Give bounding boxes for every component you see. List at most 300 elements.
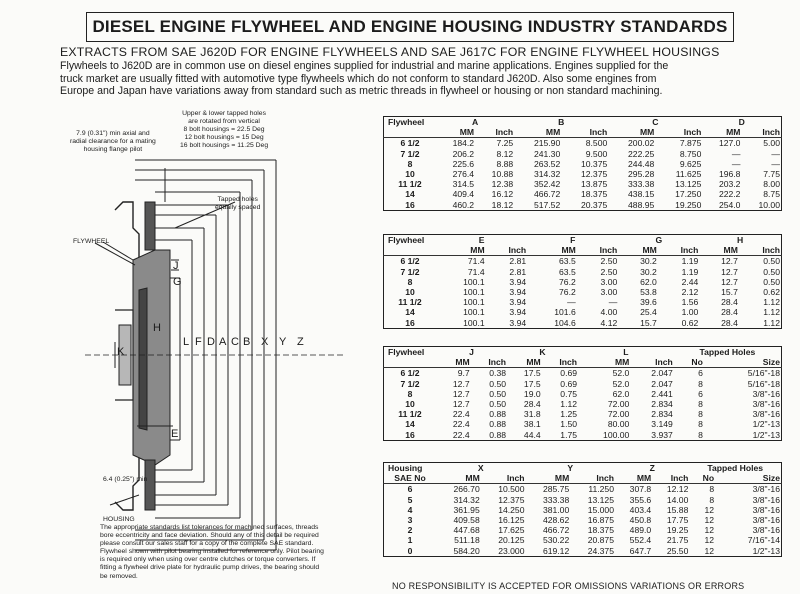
table-units-row	[384, 127, 782, 138]
column-header: F	[570, 235, 576, 245]
column-header: X	[477, 463, 484, 473]
table-cell: 100.1	[463, 317, 485, 328]
table-row	[384, 267, 782, 277]
table-cell: 104.6	[554, 317, 576, 328]
unit-header: Inch	[481, 473, 526, 484]
column-header: Tapped Holes	[699, 347, 756, 357]
note-line: 12 bolt housings = 15 Deg	[184, 134, 264, 141]
table-cell: 2.50	[600, 266, 618, 277]
table-cell: 8	[698, 429, 703, 440]
row-label: 10	[405, 399, 415, 410]
column-header: B	[558, 117, 565, 127]
table-cell: 14.250	[498, 504, 525, 515]
row-label: 7 1/2	[400, 148, 420, 159]
table-cell: 13.125	[587, 494, 614, 505]
table-cell: 3.94	[509, 317, 527, 328]
table-cell: 0.62	[681, 317, 699, 328]
table-cell: 3.94	[509, 307, 527, 318]
dim-label-k: K	[117, 346, 125, 358]
unit-header: MM	[526, 473, 571, 484]
table-cell: 8	[709, 494, 715, 505]
table-cell: 3/8"-16	[752, 504, 780, 515]
table-cell: —	[608, 297, 618, 308]
table-cell: 12.38	[491, 179, 514, 190]
table-cell: 4.00	[600, 307, 618, 318]
table-cell: 295.28	[628, 169, 655, 180]
table-cell: 4.12	[600, 317, 618, 328]
unit-header: Inch	[561, 127, 608, 138]
table-row	[384, 419, 782, 429]
table-cell: 15.7	[640, 317, 657, 328]
table-cell: 18.375	[587, 525, 614, 536]
unit-header	[384, 245, 437, 256]
table-cell: 5/16"-18	[747, 378, 780, 389]
table-cell: 1.50	[560, 419, 578, 430]
table-cell: 28.4	[721, 317, 738, 328]
table-cell: 72.00	[607, 409, 630, 420]
column-header: J	[469, 347, 474, 357]
table-cell: 428.62	[542, 515, 570, 526]
unit-header: MM	[702, 127, 741, 138]
table-cell: 206.2	[452, 148, 475, 159]
table-cell: 25.50	[666, 545, 689, 556]
table-row	[384, 399, 782, 409]
table-cell: 2.44	[681, 276, 699, 287]
column-header: E	[478, 235, 485, 245]
table-cell: 17.250	[675, 189, 702, 200]
table-cell: 52.0	[612, 368, 630, 379]
table-cell: 76.2	[559, 276, 576, 287]
table-row	[384, 379, 782, 389]
flywheel-housing-diagram	[70, 110, 375, 580]
table-cell: 18.12	[491, 199, 514, 210]
unit-header: MM	[699, 245, 739, 256]
table-cell: 8	[698, 399, 703, 410]
table-row	[384, 287, 782, 297]
table-cell: 7.875	[679, 138, 702, 149]
table-cell: 263.52	[533, 158, 561, 169]
table-cell: 9.7	[457, 368, 470, 379]
unit-header: MM	[615, 473, 652, 484]
table-cell: 403.4	[629, 504, 652, 515]
unit-header: No	[689, 473, 715, 484]
row-label: 14	[405, 189, 415, 200]
dim-label-y: Y	[279, 336, 287, 348]
table-cell: 25.4	[640, 307, 657, 318]
unit-header	[384, 357, 437, 368]
note-line: radial clearance for a mating	[70, 138, 156, 145]
table-cell: 71.4	[467, 256, 485, 267]
table-cell: 5.00	[763, 138, 780, 149]
table-cell: 225.6	[452, 158, 475, 169]
table-row	[384, 495, 782, 505]
table-cell: 16.875	[587, 515, 614, 526]
table-cell: 2.50	[600, 256, 618, 267]
table-cell: 8.750	[679, 148, 702, 159]
unit-header: MM	[436, 245, 486, 256]
table-cell: 28.4	[523, 399, 541, 410]
table-cell: 80.00	[607, 419, 630, 430]
table-cell: 447.68	[453, 525, 480, 536]
table-row	[384, 307, 782, 317]
table-cell: 12.375	[498, 494, 525, 505]
dim-label-a: A	[219, 336, 227, 348]
note-line: housing flange pilot	[83, 146, 143, 153]
table-cell: 101.6	[554, 307, 576, 318]
note-line: bore eccentricity and face deviation. Should any of this detail be required	[100, 532, 319, 540]
table-cell: 20.875	[587, 535, 614, 546]
unit-header: Size	[715, 473, 781, 484]
table-cell: 8.12	[496, 148, 514, 159]
row-label: 7 1/2	[400, 378, 420, 389]
row-label: 7 1/2	[400, 266, 420, 277]
table-cell: 30.2	[640, 266, 657, 277]
column-header: Flywheel	[388, 235, 425, 245]
table-cell: 12.7	[452, 388, 470, 399]
table-cell: 0.62	[763, 287, 780, 298]
row-label: 2	[407, 525, 413, 536]
table-cell: 409.58	[453, 515, 480, 526]
standards-notes	[100, 524, 380, 581]
table-cell: 0.50	[489, 399, 507, 410]
table-cell: 3.937	[651, 429, 673, 440]
table-row	[384, 277, 782, 287]
intro-line: Flywheels to J620D are in common use on diesel engines supplied for industrial and marine applications. Engines supplied for the	[60, 60, 669, 72]
table-cell: 63.5	[559, 256, 576, 267]
table-cell: 200.02	[628, 138, 655, 149]
table-cell: 2.047	[651, 378, 673, 389]
table-cell: 1.25	[560, 409, 578, 420]
table-cell: 31.8	[523, 409, 541, 420]
table-cell: 52.0	[612, 378, 630, 389]
table-cell: —	[771, 158, 780, 169]
dim-label-j: J	[173, 260, 179, 272]
table-cell: 12	[704, 504, 715, 515]
table-cell: 409.4	[452, 189, 475, 200]
table-cell: 333.38	[542, 494, 570, 505]
unit-header: MM	[618, 245, 658, 256]
table-cell: 0.88	[489, 429, 507, 440]
unit-header: MM	[608, 127, 655, 138]
unit-header: Inch	[542, 357, 578, 368]
table-cell: 20.125	[498, 535, 525, 546]
table-cell: 7.75	[763, 169, 780, 180]
dimension-table	[383, 462, 782, 557]
dim-label-x: X	[261, 336, 269, 348]
table-cell: 62.0	[612, 388, 630, 399]
table-cell: 3/8"-16	[752, 409, 780, 420]
table-cell: 72.00	[607, 399, 630, 410]
table-cell: 17.5	[523, 378, 541, 389]
table-cell: 100.1	[463, 307, 485, 318]
unit-header: Inch	[741, 127, 781, 138]
housing-label: HOUSING	[103, 516, 135, 523]
row-label: 6 1/2	[400, 368, 420, 379]
note-line: 7.9 (0.31") min axial and	[76, 130, 150, 137]
note-line: 8 bolt housings = 22.5 Deg	[183, 126, 265, 133]
table-cell: 10.375	[580, 158, 608, 169]
row-label: 5	[407, 494, 413, 505]
column-header: H	[737, 235, 744, 245]
note-line: Upper & lower tapped holes	[182, 110, 266, 117]
table-row	[384, 256, 782, 267]
unit-header: Inch	[471, 357, 507, 368]
table-row	[384, 179, 782, 189]
table-cell: 2.047	[651, 368, 673, 379]
table-cell: 10.00	[758, 199, 780, 210]
row-label: 11 1/2	[398, 409, 422, 420]
unit-header: Size	[704, 357, 782, 368]
table-cell: 8	[709, 484, 715, 495]
table-cell: 16.12	[491, 189, 514, 200]
page-subtitle: EXTRACTS FROM SAE J620D FOR ENGINE FLYWHEELS AND SAE J617C FOR ENGINE FLYWHEEL HOUSINGS	[60, 45, 720, 59]
table-cell: 28.4	[721, 297, 738, 308]
table-cell: 517.52	[533, 199, 561, 210]
table-cell: 1.75	[560, 429, 578, 440]
table-cell: 100.1	[463, 276, 485, 287]
unit-header: MM	[436, 473, 481, 484]
table-cell: 7.25	[496, 138, 514, 149]
table-cell: 0.69	[560, 378, 578, 389]
row-label: 11 1/2	[398, 179, 422, 190]
table-cell: 307.8	[629, 484, 652, 495]
table-cell: 39.6	[640, 297, 657, 308]
dim-label-b: B	[243, 336, 251, 348]
table-cell: 7/16"-14	[747, 535, 780, 546]
table-cell: 0.50	[763, 266, 780, 277]
table-cell: 12	[704, 535, 715, 546]
table-cell: 12.7	[721, 266, 738, 277]
row-label: 0	[407, 545, 413, 556]
dim-label-l: L	[183, 336, 190, 348]
table-cell: 12	[704, 525, 715, 536]
column-header: K	[539, 347, 546, 357]
table-cell: 466.72	[542, 525, 570, 536]
row-label: 8	[407, 276, 413, 287]
tapped-holes-spacing-note	[215, 196, 260, 212]
table-cell: 355.6	[629, 494, 652, 505]
unit-header: Inch	[652, 473, 689, 484]
table-cell: 100.00	[603, 429, 630, 440]
table-cell: 361.95	[453, 504, 480, 515]
table-flywheel-efgh	[383, 234, 782, 329]
table-cell: 5/16"-18	[747, 368, 780, 379]
table-cell: 2.834	[651, 399, 673, 410]
table-row	[384, 318, 782, 329]
table-cell: 8.75	[763, 189, 780, 200]
table-cell: 314.5	[452, 179, 475, 190]
table-cell: 1.12	[763, 297, 780, 308]
dimension-table	[383, 346, 782, 441]
table-row	[384, 138, 782, 149]
table-cell: 222.25	[628, 148, 655, 159]
table-cell: 352.42	[533, 179, 561, 190]
table-cell: 8.88	[496, 158, 514, 169]
row-label: 4	[407, 504, 413, 515]
dim-label-e: E	[171, 428, 179, 440]
table-cell: 0.50	[489, 378, 507, 389]
table-cell: 12	[704, 545, 715, 556]
table-row	[384, 546, 782, 557]
table-cell: 62.0	[640, 276, 657, 287]
table-row	[384, 525, 782, 535]
table-cell: 17.75	[666, 515, 689, 526]
table-cell: 203.2	[718, 179, 741, 190]
table-cell: 254.0	[718, 199, 741, 210]
table-cell: 489.0	[629, 525, 652, 536]
table-cell: 1.12	[763, 307, 780, 318]
table-row	[384, 297, 782, 307]
table-cell: 0.50	[763, 256, 780, 267]
table-cell: —	[731, 148, 741, 159]
page-title: DIESEL ENGINE FLYWHEEL AND ENGINE HOUSING INDUSTRY STANDARDS	[86, 12, 734, 42]
table-cell: 222.2	[718, 189, 741, 200]
table-cell: 215.90	[533, 138, 561, 149]
row-label: 16	[405, 317, 415, 328]
row-label: 16	[405, 199, 415, 210]
unit-header: Inch	[486, 245, 528, 256]
disclaimer-footer: NO RESPONSIBILITY IS ACCEPTED FOR OMISSIONS VARIATIONS OR ERRORS	[392, 581, 745, 591]
table-cell: 9.625	[679, 158, 702, 169]
table-cell: 30.2	[640, 256, 657, 267]
unit-header: Inch	[577, 245, 619, 256]
row-label: 6 1/2	[400, 256, 420, 267]
table-cell: 12.7	[721, 256, 738, 267]
unit-header: No	[674, 357, 704, 368]
table-cell: 71.4	[467, 266, 485, 277]
table-cell: 381.00	[542, 504, 570, 515]
table-cell: 1.00	[681, 307, 699, 318]
note-line: Flywheel shown with pilot bearing installed for reference only. Pilot bearing	[100, 548, 324, 556]
row-label: 8	[407, 158, 413, 169]
table-cell: 12.7	[452, 399, 470, 410]
column-header: C	[652, 117, 659, 127]
intro-line: Europe and Japan have variations away from standard such as metric threads in flywheel or housing or non standard machining.	[60, 85, 663, 98]
unit-header: Inch	[739, 245, 782, 256]
unit-header: MM	[514, 127, 561, 138]
table-cell: 127.0	[718, 138, 741, 149]
table-cell: 1.19	[681, 256, 699, 267]
intro-line: truck market are usually fitted with automotive type flywheels which do not conform to standard J620D. Also some engines from	[60, 72, 657, 85]
unit-header: Inch	[475, 127, 514, 138]
table-cell: 8.00	[763, 179, 780, 190]
table-cell: 19.0	[523, 388, 541, 399]
row-label: 6	[407, 484, 413, 495]
table-cell: 196.8	[718, 169, 741, 180]
table-cell: 3/8"-16	[752, 494, 780, 505]
row-label: 14	[405, 307, 415, 318]
table-cell: 3.94	[509, 287, 527, 298]
table-cell: 1.12	[560, 399, 578, 410]
table-cell: 1/2"-13	[752, 429, 780, 440]
unit-header: Inch	[658, 245, 700, 256]
tapped-holes-rotation-note	[180, 110, 268, 150]
dim-label-f: F	[195, 336, 202, 348]
table-cell: 20.375	[580, 199, 608, 210]
table-cell: 28.4	[721, 307, 738, 318]
table-cell: 12.7	[452, 378, 470, 389]
table-cell: 0.38	[489, 368, 507, 379]
table-cell: 10.88	[491, 169, 514, 180]
row-label: 11 1/2	[398, 297, 422, 308]
table-cell: 1.12	[763, 317, 780, 328]
table-row	[384, 515, 782, 525]
table-cell: 1/2"-13	[752, 419, 780, 430]
intro-paragraph	[60, 60, 780, 98]
table-cell: 244.48	[628, 158, 655, 169]
table-cell: 0.50	[489, 388, 507, 399]
table-cell: 3/8"-16	[752, 399, 780, 410]
dim-label-g: G	[173, 276, 182, 288]
table-cell: 488.95	[628, 199, 655, 210]
table-cell: 11.250	[588, 484, 614, 495]
row-label: 8	[407, 388, 413, 399]
table-cell: 44.4	[523, 429, 541, 440]
table-cell: 450.8	[629, 515, 652, 526]
axial-clearance-note	[70, 130, 156, 154]
table-row	[384, 368, 782, 379]
table-cell: 241.30	[533, 148, 561, 159]
unit-header: SAE No	[384, 473, 437, 484]
column-header: A	[471, 117, 479, 127]
table-cell: 16.125	[498, 515, 525, 526]
table-units-row	[384, 473, 782, 484]
table-cell: 266.70	[453, 484, 480, 495]
flywheel-label: FLYWHEEL	[73, 238, 110, 245]
table-cell: 3/8"-16	[752, 388, 780, 399]
column-header: G	[655, 235, 663, 245]
dimension-table	[383, 116, 782, 211]
table-cell: 14.00	[666, 494, 689, 505]
table-cell: 3/8"-16	[752, 515, 780, 526]
table-row	[384, 189, 782, 199]
table-cell: 2.441	[651, 388, 673, 399]
table-cell: 100.1	[463, 287, 485, 298]
table-cell: 17.625	[498, 525, 525, 536]
table-cell: 21.75	[666, 535, 689, 546]
table-cell: 12.375	[580, 169, 608, 180]
table-cell: 333.38	[628, 179, 655, 190]
table-units-row	[384, 245, 782, 256]
table-cell: 9.500	[585, 148, 608, 159]
table-units-row	[384, 357, 782, 368]
table-cell: 2.12	[681, 287, 699, 298]
dim-label-c: C	[231, 336, 239, 348]
row-label: 3	[407, 515, 413, 526]
table-cell: 53.8	[640, 287, 657, 298]
table-cell: 647.7	[629, 545, 652, 556]
table-row	[384, 149, 782, 159]
column-header: Housing	[388, 463, 423, 473]
unit-header: MM	[527, 245, 577, 256]
dimension-table	[383, 234, 782, 329]
table-cell: 15.88	[666, 504, 689, 515]
unit-header: MM	[578, 357, 630, 368]
table-row	[384, 159, 782, 169]
table-cell: 15.7	[721, 287, 738, 298]
table-cell: 3.94	[509, 297, 527, 308]
row-label: 14	[405, 419, 415, 430]
table-cell: —	[731, 158, 741, 169]
table-cell: 22.4	[452, 409, 470, 420]
table-cell: 8	[698, 409, 703, 420]
dim-label-z: Z	[297, 336, 304, 348]
table-cell: 2.834	[651, 409, 673, 420]
table-cell: 22.4	[452, 419, 470, 430]
table-cell: 3.00	[600, 287, 618, 298]
table-cell: 8	[698, 419, 703, 430]
table-cell: 314.32	[453, 494, 480, 505]
